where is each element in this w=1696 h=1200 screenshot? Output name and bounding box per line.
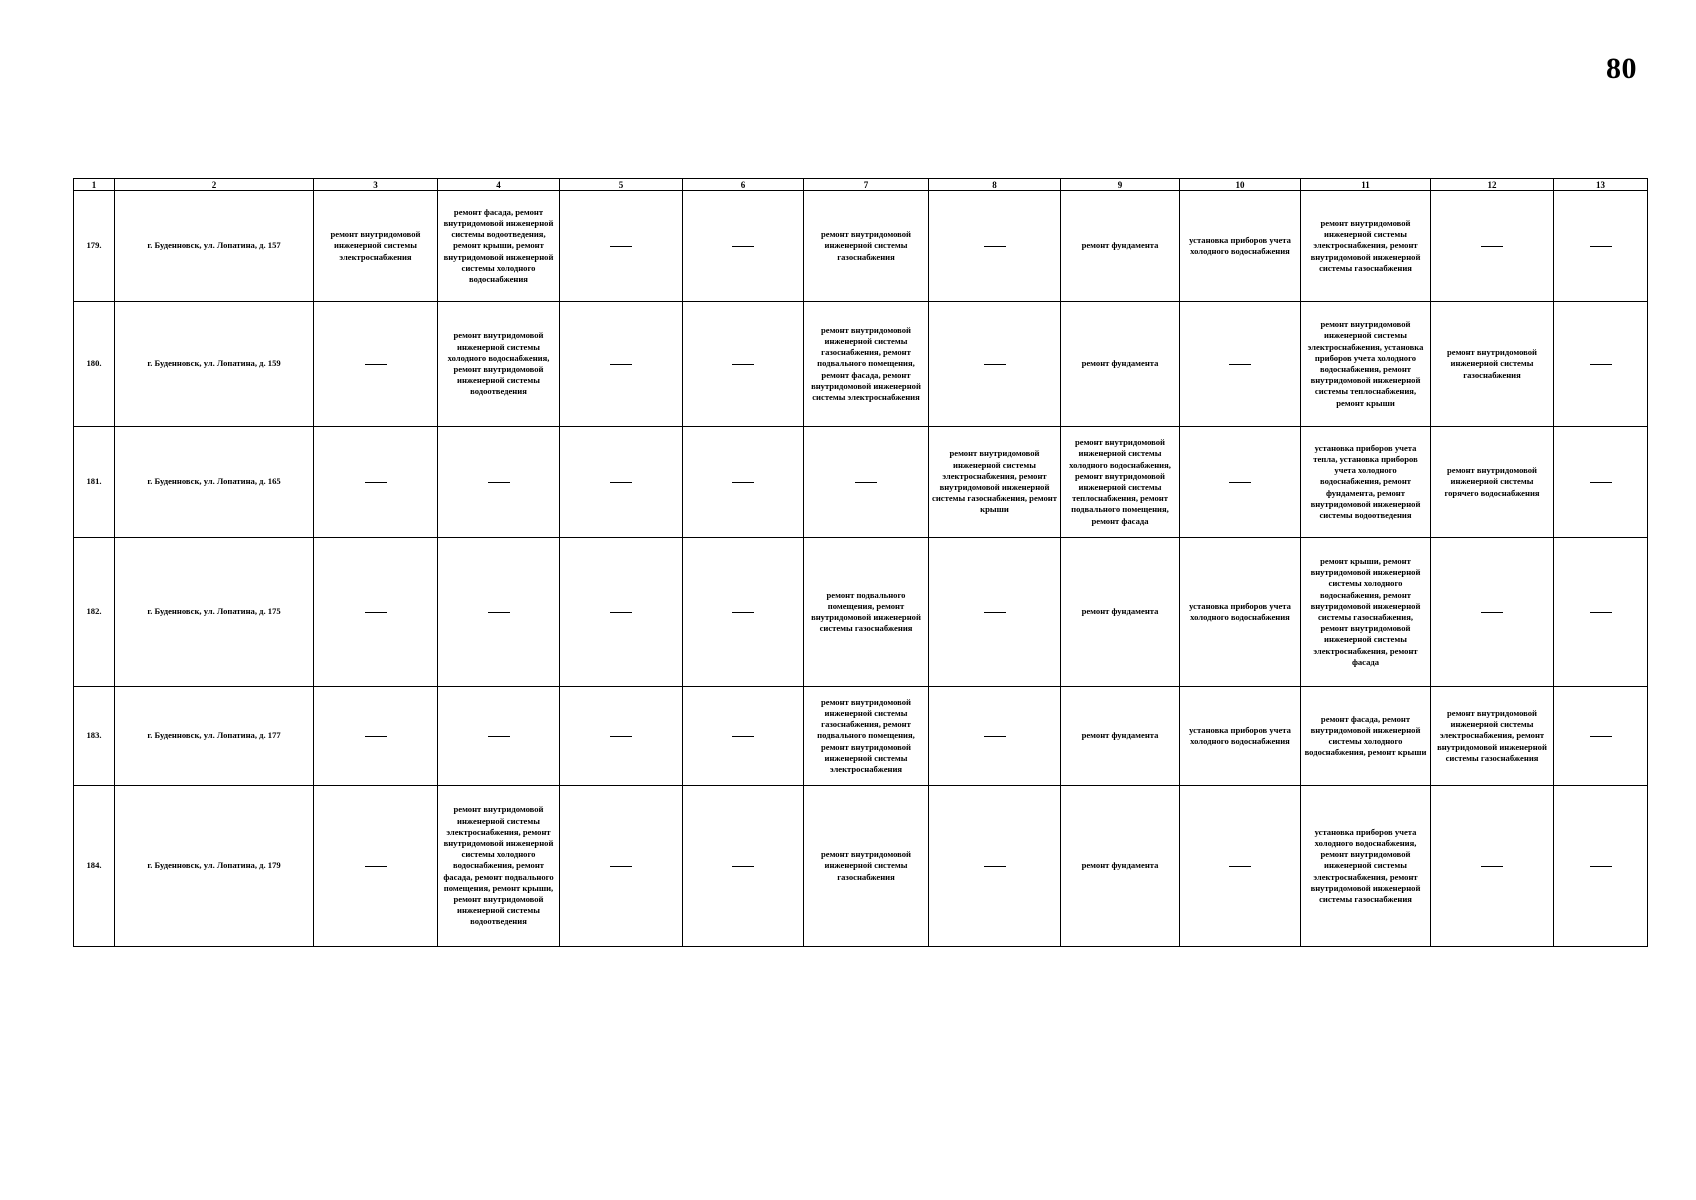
work-cell: ремонт фасада, ремонт внутридомовой инженерной системы холодного водоснабжения, ремонт крыши xyxy=(1301,687,1431,786)
empty-dash xyxy=(1590,246,1612,247)
repair-schedule-table xyxy=(73,178,1648,947)
work-cell xyxy=(560,427,683,538)
work-cell xyxy=(560,538,683,687)
work-cell xyxy=(1180,427,1301,538)
work-cell: установка приборов учета тепла, установка приборов учета холодного водоснабжения, ремонт фундамента, ремонт внутридомовой инженерной системы водоотведения xyxy=(1301,427,1431,538)
work-cell xyxy=(314,538,438,687)
work-cell xyxy=(929,191,1061,302)
work-cell xyxy=(1554,786,1648,947)
column-header: 5 xyxy=(560,179,683,191)
work-cell: ремонт внутридомовой инженерной системы холодного водоснабжения, ремонт внутридомовой инженерной системы водоотведения xyxy=(438,302,560,427)
page-number: 80 xyxy=(1606,52,1637,85)
empty-dash xyxy=(1481,612,1503,613)
work-cell xyxy=(683,191,804,302)
row-number: 180. xyxy=(74,302,115,427)
work-cell: ремонт внутридомовой инженерной системы электроснабжения, установка приборов учета холодного водоснабжения, ремонт внутридомовой инженерной системы теплоснабжения, ремонт крыши xyxy=(1301,302,1431,427)
work-cell: ремонт внутридомовой инженерной системы газоснабжения xyxy=(804,786,929,947)
work-cell: ремонт внутридомовой инженерной системы электроснабжения, ремонт внутридомовой инженерной системы газоснабжения xyxy=(1431,687,1554,786)
column-header: 6 xyxy=(683,179,804,191)
empty-dash xyxy=(1229,364,1251,365)
empty-dash xyxy=(984,866,1006,867)
work-cell xyxy=(1554,191,1648,302)
empty-dash xyxy=(610,736,632,737)
work-cell: ремонт фасада, ремонт внутридомовой инженерной системы водоотведения, ремонт крыши, ремонт внутридомовой инженерной системы холодного водоснабжения xyxy=(438,191,560,302)
work-cell xyxy=(560,687,683,786)
work-cell xyxy=(929,687,1061,786)
empty-dash xyxy=(610,246,632,247)
empty-dash xyxy=(488,736,510,737)
work-cell: ремонт внутридомовой инженерной системы газоснабжения xyxy=(804,191,929,302)
work-cell xyxy=(1554,427,1648,538)
work-cell: ремонт подвального помещения, ремонт внутридомовой инженерной системы газоснабжения xyxy=(804,538,929,687)
empty-dash xyxy=(488,612,510,613)
column-header: 4 xyxy=(438,179,560,191)
empty-dash xyxy=(610,482,632,483)
empty-dash xyxy=(732,246,754,247)
empty-dash xyxy=(732,364,754,365)
work-cell: ремонт внутридомовой инженерной системы горячего водоснабжения xyxy=(1431,427,1554,538)
work-cell: ремонт фундамента xyxy=(1061,538,1180,687)
empty-dash xyxy=(365,482,387,483)
work-cell xyxy=(1554,538,1648,687)
empty-dash xyxy=(1590,866,1612,867)
empty-dash xyxy=(1590,612,1612,613)
work-cell: ремонт фундамента xyxy=(1061,302,1180,427)
empty-dash xyxy=(732,612,754,613)
work-cell: ремонт внутридомовой инженерной системы электроснабжения xyxy=(314,191,438,302)
column-header: 11 xyxy=(1301,179,1431,191)
row-address: г. Буденновск, ул. Лопатина, д. 177 xyxy=(115,687,314,786)
work-cell: ремонт фундамента xyxy=(1061,786,1180,947)
empty-dash xyxy=(365,364,387,365)
work-cell xyxy=(314,687,438,786)
empty-dash xyxy=(732,736,754,737)
work-cell xyxy=(438,687,560,786)
empty-dash xyxy=(1229,866,1251,867)
table-row xyxy=(74,538,1648,687)
work-cell: установка приборов учета холодного водоснабжения xyxy=(1180,538,1301,687)
column-header: 13 xyxy=(1554,179,1648,191)
empty-dash xyxy=(732,866,754,867)
work-cell xyxy=(1431,191,1554,302)
row-number: 184. xyxy=(74,786,115,947)
empty-dash xyxy=(1229,482,1251,483)
empty-dash xyxy=(1590,364,1612,365)
work-cell xyxy=(560,191,683,302)
work-cell xyxy=(929,786,1061,947)
empty-dash xyxy=(365,736,387,737)
table-row xyxy=(74,786,1648,947)
work-cell xyxy=(804,427,929,538)
column-header: 2 xyxy=(115,179,314,191)
work-cell: ремонт фундамента xyxy=(1061,191,1180,302)
empty-dash xyxy=(984,246,1006,247)
row-address: г. Буденновск, ул. Лопатина, д. 165 xyxy=(115,427,314,538)
column-number-row xyxy=(74,179,1648,191)
column-header: 10 xyxy=(1180,179,1301,191)
work-cell: ремонт внутридомовой инженерной системы электроснабжения, ремонт внутридомовой инженерной системы холодного водоснабжения, ремонт фасада, ремонт подвального помещения, ремонт крыши, ремонт внутридомовой инженерной системы водоотведения xyxy=(438,786,560,947)
work-cell xyxy=(438,538,560,687)
work-cell: ремонт внутридомовой инженерной системы газоснабжения, ремонт подвального помещения, ремонт внутридомовой инженерной системы электроснабжения xyxy=(804,687,929,786)
table-row xyxy=(74,302,1648,427)
empty-dash xyxy=(610,612,632,613)
row-number: 179. xyxy=(74,191,115,302)
work-cell xyxy=(314,302,438,427)
work-cell: ремонт крыши, ремонт внутридомовой инженерной системы холодного водоснабжения, ремонт внутридомовой инженерной системы газоснабжения, ремонт внутридомовой инженерной системы электроснабжения, ремонт фасада xyxy=(1301,538,1431,687)
row-number: 182. xyxy=(74,538,115,687)
table-row xyxy=(74,191,1648,302)
work-cell xyxy=(560,786,683,947)
row-address: г. Буденновск, ул. Лопатина, д. 157 xyxy=(115,191,314,302)
row-number: 181. xyxy=(74,427,115,538)
work-cell xyxy=(438,427,560,538)
column-header: 3 xyxy=(314,179,438,191)
row-number: 183. xyxy=(74,687,115,786)
empty-dash xyxy=(488,482,510,483)
row-address: г. Буденновск, ул. Лопатина, д. 159 xyxy=(115,302,314,427)
work-cell: установка приборов учета холодного водоснабжения xyxy=(1180,687,1301,786)
work-cell xyxy=(1554,687,1648,786)
work-cell xyxy=(683,538,804,687)
work-cell xyxy=(1431,786,1554,947)
work-cell xyxy=(560,302,683,427)
column-header: 1 xyxy=(74,179,115,191)
work-cell xyxy=(1180,786,1301,947)
work-cell: ремонт внутридомовой инженерной системы холодного водоснабжения, ремонт внутридомовой инженерной системы теплоснабжения, ремонт подвального помещения, ремонт фасада xyxy=(1061,427,1180,538)
work-cell: установка приборов учета холодного водоснабжения xyxy=(1180,191,1301,302)
empty-dash xyxy=(610,364,632,365)
empty-dash xyxy=(1481,246,1503,247)
empty-dash xyxy=(1590,736,1612,737)
work-cell: ремонт внутридомовой инженерной системы газоснабжения, ремонт подвального помещения, ремонт фасада, ремонт внутридомовой инженерной системы электроснабжения xyxy=(804,302,929,427)
work-cell xyxy=(1431,538,1554,687)
column-header: 12 xyxy=(1431,179,1554,191)
work-cell xyxy=(314,786,438,947)
column-header: 9 xyxy=(1061,179,1180,191)
row-address: г. Буденновск, ул. Лопатина, д. 179 xyxy=(115,786,314,947)
row-address: г. Буденновск, ул. Лопатина, д. 175 xyxy=(115,538,314,687)
empty-dash xyxy=(610,866,632,867)
empty-dash xyxy=(1590,482,1612,483)
column-header: 7 xyxy=(804,179,929,191)
work-cell: ремонт внутридомовой инженерной системы электроснабжения, ремонт внутридомовой инженерной системы газоснабжения xyxy=(1301,191,1431,302)
empty-dash xyxy=(855,482,877,483)
empty-dash xyxy=(984,364,1006,365)
work-cell xyxy=(314,427,438,538)
work-cell xyxy=(1180,302,1301,427)
work-cell: ремонт внутридомовой инженерной системы газоснабжения xyxy=(1431,302,1554,427)
work-cell xyxy=(929,302,1061,427)
table-row xyxy=(74,427,1648,538)
work-cell xyxy=(1554,302,1648,427)
work-cell xyxy=(683,687,804,786)
work-cell xyxy=(683,786,804,947)
empty-dash xyxy=(365,612,387,613)
empty-dash xyxy=(984,612,1006,613)
empty-dash xyxy=(732,482,754,483)
work-cell: установка приборов учета холодного водоснабжения, ремонт внутридомовой инженерной системы электроснабжения, ремонт внутридомовой инженерной системы газоснабжения xyxy=(1301,786,1431,947)
work-cell xyxy=(929,538,1061,687)
column-header: 8 xyxy=(929,179,1061,191)
work-cell xyxy=(683,302,804,427)
work-cell xyxy=(683,427,804,538)
work-cell: ремонт внутридомовой инженерной системы электроснабжения, ремонт внутридомовой инженерной системы газоснабжения, ремонт крыши xyxy=(929,427,1061,538)
empty-dash xyxy=(984,736,1006,737)
empty-dash xyxy=(365,866,387,867)
work-cell: ремонт фундамента xyxy=(1061,687,1180,786)
empty-dash xyxy=(1481,866,1503,867)
table-row xyxy=(74,687,1648,786)
